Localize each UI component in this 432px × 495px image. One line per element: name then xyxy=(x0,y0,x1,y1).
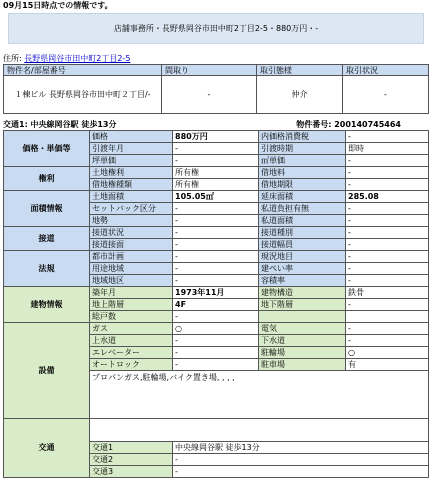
field-label xyxy=(259,311,346,323)
field-value: - xyxy=(173,359,259,371)
field-label: 交通2 xyxy=(90,454,173,466)
field-value xyxy=(346,311,429,323)
field-label: 総戸数 xyxy=(90,311,173,323)
field-value: 有 xyxy=(346,359,429,371)
field-label: オートロック xyxy=(90,359,173,371)
field-label: 接道接面 xyxy=(90,239,173,251)
field-label: セットバック区分 xyxy=(90,203,173,215)
category-law: 法規 xyxy=(4,251,90,287)
field-value: 285.08 xyxy=(346,191,429,203)
field-label: 建物構造 xyxy=(259,287,346,299)
field-value: 鉄骨 xyxy=(346,287,429,299)
field-label: 上水道 xyxy=(90,335,173,347)
field-label: ㎡単価 xyxy=(259,155,346,167)
field-label: 土地権利 xyxy=(90,167,173,179)
table-row xyxy=(4,227,429,239)
field-label: 引渡年月 xyxy=(90,143,173,155)
field-label: 容積率 xyxy=(259,275,346,287)
field-value: - xyxy=(173,155,259,167)
field-label: 下水道 xyxy=(259,335,346,347)
field-value: 所有権 xyxy=(173,179,259,191)
field-value: - xyxy=(346,263,429,275)
field-label: 地勢 xyxy=(90,215,173,227)
field-value: - xyxy=(173,251,259,263)
property-head-table xyxy=(3,64,429,114)
table-row xyxy=(4,419,429,442)
field-value: - xyxy=(173,311,259,323)
field-label: 建ぺい率 xyxy=(259,263,346,275)
access-summary xyxy=(0,119,432,130)
field-value: - xyxy=(346,167,429,179)
field-value: - xyxy=(346,335,429,347)
field-label: 交通3 xyxy=(90,466,173,478)
table-row xyxy=(4,287,429,299)
field-label: ガス xyxy=(90,323,173,335)
field-value: - xyxy=(173,143,259,155)
field-value: - xyxy=(346,155,429,167)
field-label: 用途地域 xyxy=(90,263,173,275)
property-layout: - xyxy=(162,76,257,114)
col-header-name: 物件名/部屋番号 xyxy=(4,65,162,76)
col-header-transaction: 取引態様 xyxy=(257,65,343,76)
table-row xyxy=(4,191,429,203)
field-value: - xyxy=(173,454,429,466)
table-row xyxy=(4,167,429,179)
field-value: - xyxy=(346,299,429,311)
field-label: 私道負担有無 xyxy=(259,203,346,215)
field-value: - xyxy=(173,335,259,347)
property-transaction: 仲介 xyxy=(257,76,343,114)
category-building: 建物情報 xyxy=(4,287,90,323)
address-label: 住所: xyxy=(3,54,22,63)
field-value: - xyxy=(173,347,259,359)
category-area: 面積情報 xyxy=(4,191,90,227)
field-value: - xyxy=(346,239,429,251)
category-road: 接道 xyxy=(4,227,90,251)
field-label: 延床面積 xyxy=(259,191,346,203)
field-label: 土地面積 xyxy=(90,191,173,203)
field-label: 接道種別 xyxy=(259,227,346,239)
field-label: 地下階層 xyxy=(259,299,346,311)
field-value: 即時 xyxy=(346,143,429,155)
col-header-status: 取引状況 xyxy=(343,65,429,76)
field-value: - xyxy=(346,227,429,239)
table-row xyxy=(4,251,429,263)
field-label: 借地権種類 xyxy=(90,179,173,191)
category-facilities: 設備 xyxy=(4,323,90,419)
field-value: 880万円 xyxy=(173,131,259,143)
table-row xyxy=(4,323,429,335)
field-value: - xyxy=(173,227,259,239)
category-rights: 権利 xyxy=(4,167,90,191)
field-label: 交通1 xyxy=(90,442,173,454)
property-number: 物件番号: 200140745464 xyxy=(296,120,401,129)
field-value: ○ xyxy=(173,323,259,335)
property-name: １棟ビル 長野県岡谷市田中町２丁目/- xyxy=(4,76,162,114)
field-label: 駐輪場 xyxy=(259,347,346,359)
field-value: ○ xyxy=(346,347,429,359)
field-value: - xyxy=(346,203,429,215)
field-value: - xyxy=(346,215,429,227)
category-price: 価格・単価等 xyxy=(4,131,90,167)
field-value: 中央線岡谷駅 徒歩13分 xyxy=(173,442,429,454)
field-label: 地域地区 xyxy=(90,275,173,287)
field-value: - xyxy=(173,239,259,251)
field-value: - xyxy=(173,275,259,287)
field-label: 地上階層 xyxy=(90,299,173,311)
field-value: - xyxy=(173,466,429,478)
field-value: 4F xyxy=(173,299,259,311)
col-header-layout: 間取り xyxy=(162,65,257,76)
field-label: 借地料 xyxy=(259,167,346,179)
field-value: - xyxy=(346,179,429,191)
listing-banner: 店舗事務所・長野県岡谷市田中町2丁目2-5・880万円・- xyxy=(8,13,424,44)
property-detail-table xyxy=(3,130,429,478)
category-transport: 交通 xyxy=(4,419,90,478)
address-link[interactable]: 長野県岡谷市田中町2丁目2-5 xyxy=(24,54,131,63)
facilities-note: プロパンガス,駐輪場,バイク置き場, , , , xyxy=(90,371,429,419)
field-label: 接道状況 xyxy=(90,227,173,239)
field-label: 私道面積 xyxy=(259,215,346,227)
info-date-note: 09月15日時点での情報です。 xyxy=(3,1,113,10)
table-row xyxy=(4,131,429,143)
field-label: 価格 xyxy=(90,131,173,143)
transport-spacer xyxy=(90,419,429,442)
property-status: - xyxy=(343,76,429,114)
field-value: - xyxy=(346,251,429,263)
field-value: - xyxy=(173,263,259,275)
field-label: 坪単価 xyxy=(90,155,173,167)
field-label: 借地期限 xyxy=(259,179,346,191)
field-value: 所有権 xyxy=(173,167,259,179)
field-value: - xyxy=(346,323,429,335)
field-value: - xyxy=(346,275,429,287)
address-line xyxy=(0,53,432,64)
field-label: 内価格消費税 xyxy=(259,131,346,143)
field-label: 駐車場 xyxy=(259,359,346,371)
field-label: 接道幅員 xyxy=(259,239,346,251)
field-label: 築年月 xyxy=(90,287,173,299)
field-label: 引渡時期 xyxy=(259,143,346,155)
field-value: 105.05㎡ xyxy=(173,191,259,203)
field-label: エレベーター xyxy=(90,347,173,359)
field-value: - xyxy=(346,131,429,143)
field-value: 1973年11月 xyxy=(173,287,259,299)
field-label: 都市計画 xyxy=(90,251,173,263)
field-value: - xyxy=(173,203,259,215)
field-value: - xyxy=(173,215,259,227)
access-line: 交通1: 中央線岡谷駅 徒歩13分 xyxy=(3,120,117,129)
field-label: 電気 xyxy=(259,323,346,335)
field-label: 現況地目 xyxy=(259,251,346,263)
